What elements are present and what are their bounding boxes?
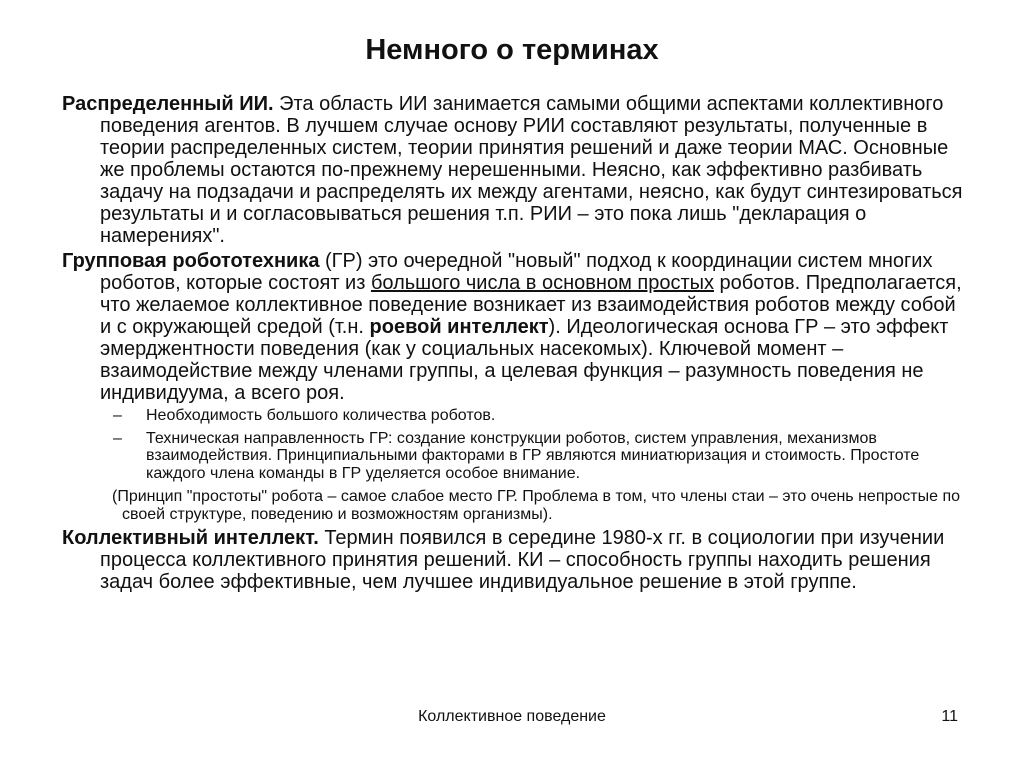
- dash-bullet: –: [113, 407, 122, 424]
- sub-item: [113, 407, 972, 425]
- underlined-phrase: большого числа в основном простых: [370, 272, 714, 294]
- dash-bullet: –: [113, 429, 122, 447]
- term-swarm-intelligence: роевой интеллект: [369, 316, 549, 338]
- paragraph-distributed-ai: [62, 93, 972, 247]
- paragraph-collective-intelligence: [62, 527, 972, 593]
- simplicity-note: (Принцип "простоты" робота – самое слабое место ГР. Проблема в том, что члены стаи – это очень непростые по своей структуре, поведению и возможностям организмы).: [112, 488, 961, 523]
- sub-item: [113, 429, 972, 483]
- term-distributed-ai: Распределенный ИИ.: [62, 93, 274, 115]
- paragraph-text-b: роботов. Предполагается, что желаемое коллективное поведение возникает из взаимодействия роботов между собой и с окружающей средой (т.н.: [100, 272, 962, 338]
- paragraph-swarm-robotics: [62, 250, 972, 404]
- footer-title: Коллективное поведение: [418, 708, 606, 725]
- paragraph-text-a: (ГР) это очередной "новый" подход к координации систем многих роботов, которые состоят из: [100, 250, 933, 294]
- page-number: 11: [941, 708, 958, 725]
- sub-item-text: Необходимость большого количества роботов.: [146, 407, 496, 424]
- term-swarm-robotics: Групповая робототехника: [62, 250, 320, 272]
- term-collective-intelligence: Коллективный интеллект.: [62, 527, 319, 549]
- paragraph-text: Эта область ИИ занимается самыми общими аспектами коллективного поведения агентов. В лучшем случае основу РИИ составляют результаты, полученные в теории распределенных систем, теории принятия решений и даже теории МАС. Основные же проблемы остаются по-прежнему нерешенными. Неясно, как эффективно разбивать задачу на подзадачи и распределять их между агентами, неясно, как будут синтезироваться результаты и и согласовываться решения т.п. РИИ – это пока лишь "декларация о намерениях".: [100, 93, 963, 247]
- sub-item-text: Техническая направленность ГР: создание конструкции роботов, систем управления, механизмов взаимодействия. Принципиальными факторами в ГР являются миниатюризация и стоимость. Простоте каждого члена команды в ГР уделяется особое внимание.: [146, 429, 920, 482]
- slide-content: [62, 93, 972, 596]
- slide-title: Немного о терминах: [365, 34, 659, 66]
- paragraph-text-c: ). Идеологическая основа ГР – это эффект эмерджентности поведения (как у социальных насекомых). Ключевой момент – взаимодействие между членами группы, а целевая функция – разумность поведения не индивидуума, а всего роя.: [100, 316, 949, 404]
- paragraph-text: Термин появился в середине 1980-х гг. в социологии при изучении процесса коллективного принятия решений. КИ – способность группы находить решения задач более эффективные, чем лучшее индивидуальное решение в этой группе.: [100, 527, 945, 593]
